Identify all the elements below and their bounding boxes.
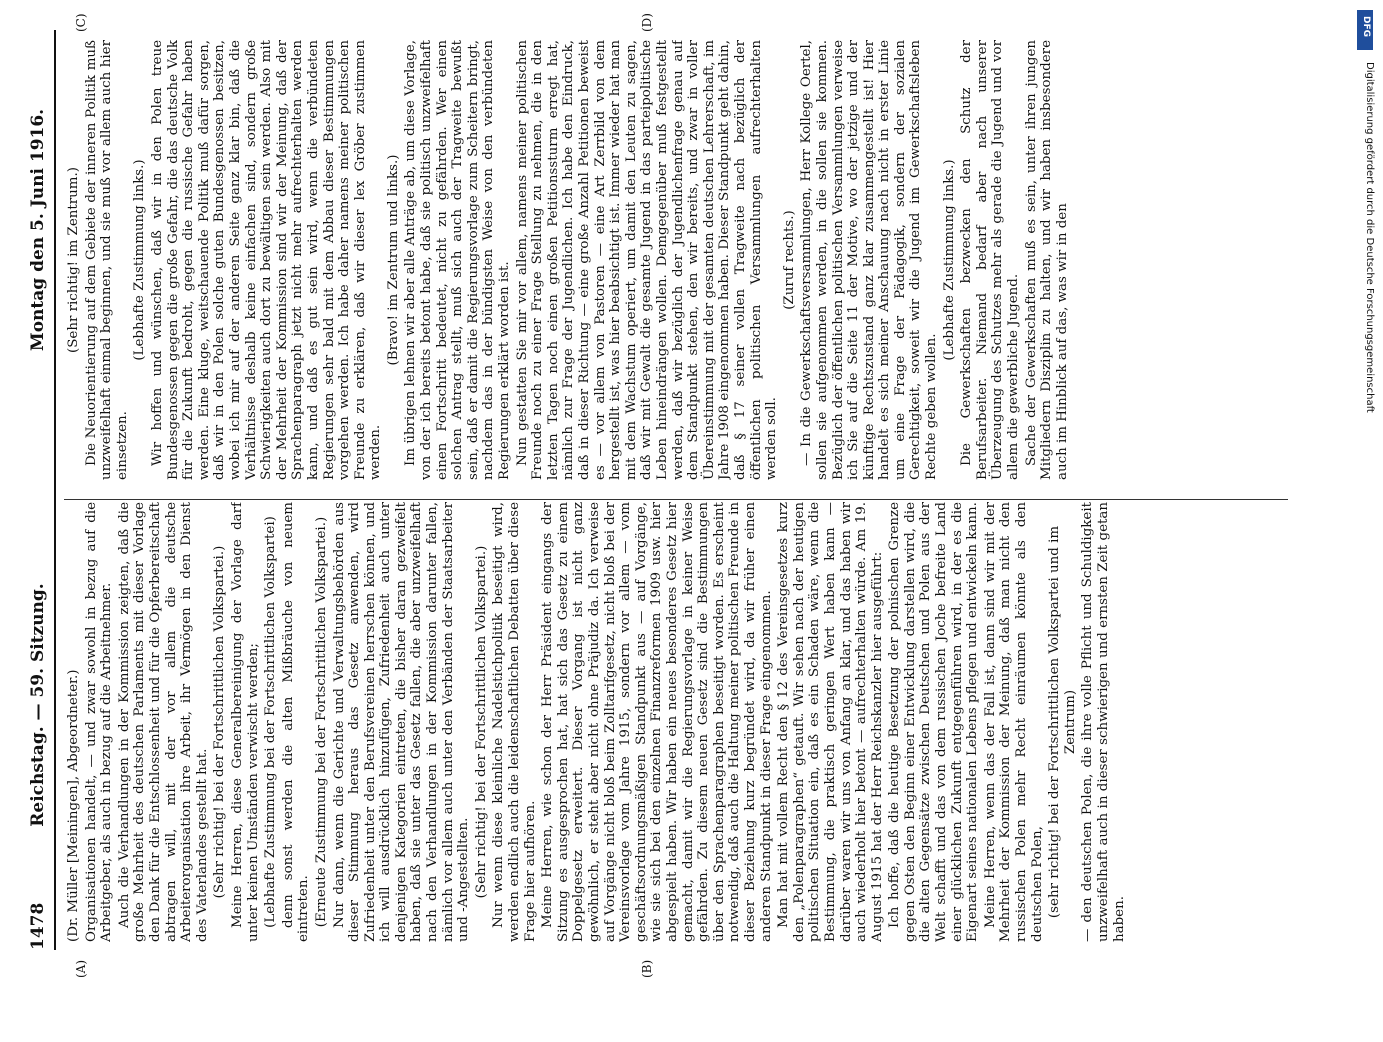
header-session: Reichstag. — 59. Sitzung. [28, 583, 48, 827]
paragraph: Nur dann, wenn die Gerichte und Verwaltungsbehörden aus dieser Stimmung heraus das Gesetz anwenden, wird Zufriedenheit unter den Berufsvereinen herrschen können, und ich will ausdrücklich hinzufügen, Zufriedenheit auch unter denjenigen Kategorien eintreten, die bisher daran gezweifelt haben, daß sie unter das Gesetz fallen, die aber unzweifelhaft nach den Verhandlungen in der Kommission darunter fallen, nämlich vor allem auch unter den Verbänden der Staatsarbeiter und -Angestellten. [331, 502, 472, 942]
paragraph: (Bravo! im Zentrum und links.) [385, 154, 401, 366]
paragraph: (Zuruf rechts.) [781, 210, 797, 310]
paragraph: Organisationen handelt, — und zwar sowohl in bezug auf die Arbeitgeber, als auch in bezug auf die Arbeitnehmer. [83, 502, 115, 942]
paragraph: (Lebhafte Zustimmung bei der Fortschrittlichen Volkspartei) [263, 516, 279, 928]
paragraph: Die Neuorientierung auf dem Gebiete der inneren Politik muß unzweifelhaft einmal beginnen, und sie muß vor allem auch hier einsetzen. [83, 40, 130, 480]
page-header [20, 30, 56, 950]
paragraph: Wir hoffen und wünschen, daß wir in den Polen treue Bundesgenossen gegen die große Gefahr, die das deutsche Volk für die Zukunft bedroht, gegen die russische Gefahr haben werden. Eine kluge, weitschauende Politik muß dafür sorgen, daß wir in den Polen solche guten Bundesgenossen besitzen, wobei ich mir auf der anderen Seite ganz klar bin, daß die Verhältnisse deshalb keine einfachen sind, sondern große Schwierigkeiten auch dort zu bewältigen sein werden. Also mit der Mehrheit der Kommission sind wir der Meinung, daß der Sprachenparagraph jetzt nicht mehr aufrechterhalten werden kann, und daß es gut sein wird, wenn die verbündeten Regierungen sehr bald mit dem Abbau dieser Bestimmungen vorgehen werden. Ich habe daher namens meiner politischen Freunde zu erklären, daß wir dieser lex Gröber zustimmen werden. [149, 40, 384, 480]
paragraph: (Sehr richtig! bei der Fortschrittlichen Volkspartei.) [473, 545, 489, 899]
margin-marker-d: (D) [640, 13, 654, 32]
paragraph: Meine Herren, diese Generalbereinigung der Vorlage darf unter keinen Umständen verwischt werden; [229, 502, 261, 942]
margin-marker-b: (B) [640, 959, 654, 978]
paragraph: (Dr. Müller [Meiningen], Abgeordneter.) [66, 669, 81, 942]
paragraph: — In die Gewerkschaftsversammlungen, Herr Kollege Oertel, sollen sie aufgenommen werden, in die sollen sie kommen. Bezüglich der öffentlichen politischen Versammlungen verweise ich Sie auf die Seite 11 der Motive, wo der jetzige und der künftige Rechtszustand ganz klar zusammengestellt ist! Hier handelt es sich meiner Anschauung nach nicht in erster Linie um eine Frage der Pädagogik, sondern der sozialen Gerechtigkeit, soweit wir die Jugend im Gewerkschaftsleben Rechte geben wollen. [799, 40, 940, 480]
column-divider [64, 499, 1288, 500]
paragraph: Auch die Verhandlungen in der Kommission zeigten, daß die große Mehrheit des deutschen Parlaments mit dieser Vorlage den Dank für die Entschlossenheit und für die Opferbereitschaft abtragen will, mit der vor allem die deutsche Arbeiterorganisation ihre Arbeit, ihr Vermögen in den Dienst des Vaterlandes gestellt hat. [116, 502, 210, 942]
dfg-label: DFG [1361, 16, 1371, 38]
paragraph: Ich hoffe, daß die heutige Besetzung der polnischen Grenze gegen Osten den Beginn einer Entwicklung darstellen wird, die die alten Gegensätze zwischen Deutschen und Polen aus der Welt schafft und das von dem russischen Joche befreite Land einer glücklichen Zukunft entgegenführen wird, in der es die Eigenart seines nationalen Lebens pflegen und entwickeln kann. [887, 502, 981, 942]
paragraph: (Sehr richtig! bei der Fortschrittlichen Volkspartei.) [212, 545, 228, 899]
paragraph: Nur wenn diese kleinliche Nadelstichpolitik beseitigt wird, werden endlich auch die leidenschaftlichen Debatten über diese Frage hier aufhören. [491, 502, 538, 942]
paragraph: Die Gewerkschaften bezwecken den Schutz der Berufsarbeiter. Niemand bedarf aber nach unserer Überzeugung des Schutzes mehr als gerade die Jugend und vor allem die gewerbliche Jugend. [959, 40, 1022, 480]
credit-text: Digitalisierung gefördert durch die Deutsche Forschungsgemeinschaft [1364, 62, 1375, 413]
header-date: Montag den 5. Juni 1916. [28, 108, 48, 352]
text-column-right [66, 40, 1286, 480]
paragraph: Meine Herren, wie schon der Herr Präsident eingangs der Sitzung es ausgesprochen hat, hat sich das Gesetz zu einem Doppelgesetz erweitert. Dieser Vorgang ist nicht ganz gewöhnlich, er steht aber nicht ohne Präjudiz da. Ich verweise auf Vorgänge nicht bloß beim Zolltarifgesetz, nicht bloß bei der Vereinsvorlage vom Jahre 1915, sondern vor allem — vom geschäftsordnungsmäßigen Standpunkt aus — auf Vorgänge, wie sie sich bei den einzelnen Finanzreformen 1909 usw. hier abgespielt haben. Wir haben ein neues besonderes Gesetz hier gemacht, damit wir die Regierungsvorlage in keiner Weise gefährden. Zu diesem neuen Gesetz sind die Bestimmungen über den Sprachenparagraphen beseitigt worden. Es erscheint notwendig, daß auch die Haltung meiner politischen Freunde in dieser Beziehung kurz begründet wird, da wir früher einen anderen Standpunkt in dieser Frage eingenommen. [540, 502, 774, 942]
paragraph: (Lebhafte Zustimmung links.) [132, 159, 148, 361]
margin-marker-c: (C) [74, 13, 88, 32]
paragraph: Sache der Gewerkschaften muß es sein, unter ihren jungen Mitgliedern Disziplin zu halten, und wir haben insbesondere auch im Hinblick auf das, was wir in den [1023, 40, 1070, 480]
paragraph: (Lebhafte Zustimmung links.) [941, 159, 957, 361]
paragraph: Nun gestatten Sie mir vor allem, namens meiner politischen Freunde noch zu einer Frage Stellung zu nehmen, die in den letzten Tagen noch einen großen Petitionssturm erregt hat, nämlich zur Frage der Jugendlichen. Ich habe den Eindruck, daß in dieser Richtung — eine große Anzahl Petitionen beweist es — vor allem von Pastoren — eine Art Zerrbild von dem hergestellt ist, was hier beabsichtigt ist. Immer wieder hat man mit dem Wachstum operiert, um damit den Leuten zu sagen, daß wir mit Gewalt die gesamte Jugend in das parteipolitische Leben hineindrängen wollen. Demgegenüber muß festgestellt werden, daß wir bezüglich der Jugendlichenfrage genau auf dem Standpunkt stehen, den wir bereits, und zwar in voller Übereinstimmung mit der gesamten deutschen Lehrerschaft, im Jahre 1908 eingenommen haben. Dieser Standpunkt geht dahin, daß § 17 seiner vollen Tragweite nach bezüglich der öffentlichen politischen Versammlungen aufrechterhalten werden soll. [514, 40, 780, 480]
dfg-logo [1357, 10, 1373, 50]
paragraph: (sehr richtig! bei der Fortschrittlichen Volkspartei und im Zentrum) [1047, 525, 1078, 919]
paragraph: (Sehr richtig! im Zentrum.) [66, 167, 81, 353]
paragraph: Meine Herren, wenn das der Fall ist, dann sind wir mit der Mehrheit der Kommission der Meinung, daß man nicht den russischen Polen mehr Recht einräumen könnte als den deutschen Polen, [982, 502, 1045, 942]
digitization-credit [1357, 6, 1377, 986]
text-column-left [66, 502, 1286, 942]
paragraph: Man hat mit vollem Recht den § 12 des Vereinsgesetzes kurz den „Polenparagraphen“ getauft. Wir sehen nach der heutigen politischen Situation ein, daß es ein Schaden wäre, wenn die Bestimmung, die praktisch geringen Wert haben kann — darüber waren wir uns von Anfang an klar, und das haben wir auch wiederholt hier betont — aufrechterhalten würde. Am 19. August 1915 hat der Herr Reichskanzler hier ausgeführt: [776, 502, 885, 942]
page-number: 1478 [28, 902, 48, 950]
paragraph: Im übrigen lehnen wir aber alle Anträge ab, um diese Vorlage, von der ich bereits betont habe, daß sie politisch unzweifelhaft einen Fortschritt bedeutet, nicht zu gefährden. Wer einen solchen Antrag stellt, muß sich auch der Tragweite bewußt sein, daß er damit die Regierungsvorlage zum Scheitern bringt, nachdem das in der bündigsten Weise von den verbündeten Regierungen erklärt worden ist. [403, 40, 513, 480]
paragraph: (Erneute Zustimmung bei der Fortschrittlichen Volkspartei.) [313, 516, 329, 928]
margin-marker-a: (A) [74, 959, 88, 978]
paragraph: denn sonst werden die alten Mißbräuche von neuem eintreten. [280, 502, 312, 942]
paragraph: — den deutschen Polen, die ihre volle Pflicht und Schuldigkeit unzweifelhaft auch in dieser schwierigen und ernsten Zeit getan haben. [1080, 502, 1127, 942]
